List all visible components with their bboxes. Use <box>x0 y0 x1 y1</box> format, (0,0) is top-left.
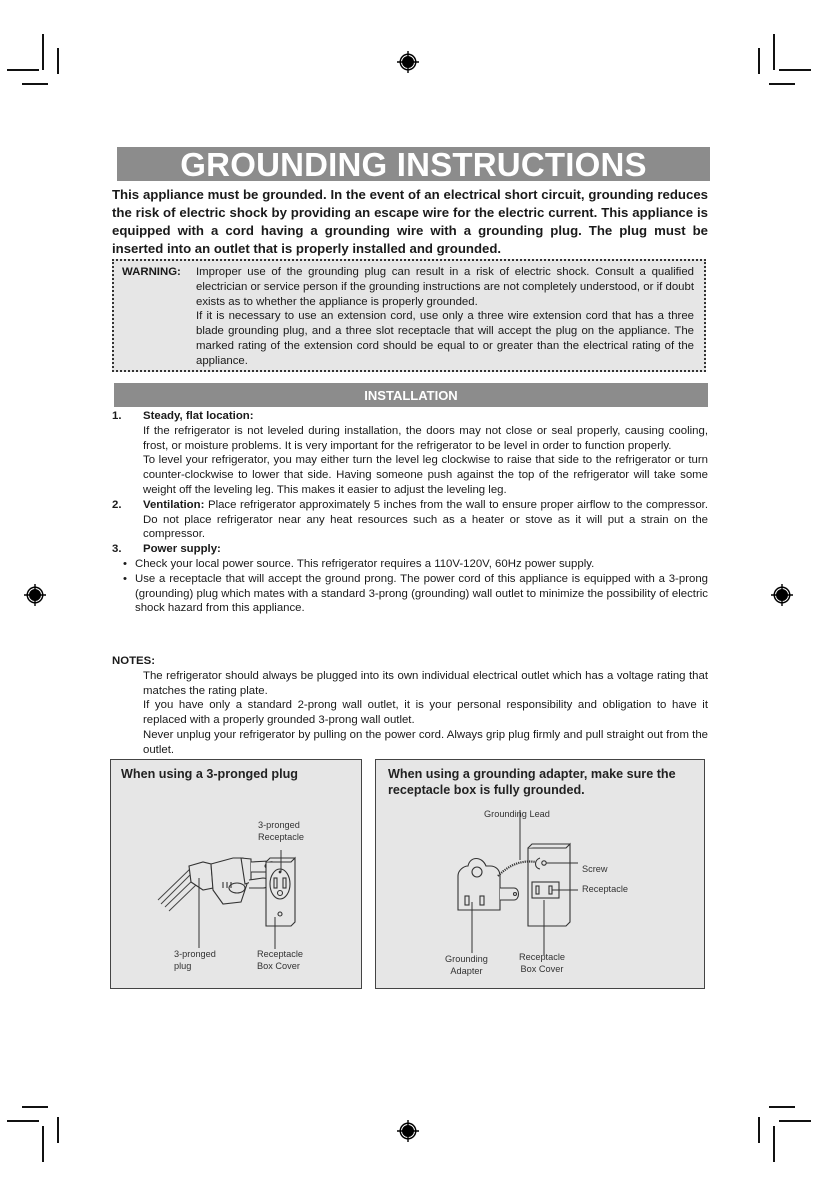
note-paragraph: The refrigerator should always be plugged into its own individual electrical outlet which has a voltage rating that matches the rating plate. <box>143 669 708 697</box>
label-receptacle: 3-pronged Receptacle <box>258 820 304 842</box>
crop-mark <box>7 69 39 71</box>
label-box-cover: Receptacle Box Cover <box>519 952 565 974</box>
registration-mark-icon <box>771 584 793 606</box>
bullet-icon: • <box>123 572 127 585</box>
intro-paragraph: This appliance must be grounded. In the event of an electrical short circuit, grounding reduces the risk of electric shock by providing an escape wire for the electric current. This appliance is equipped with a cord having a grounding wire with a grounding plug. The plug must be inserted into an outlet that is properly installed and grounded. <box>112 187 708 256</box>
crop-mark <box>42 34 44 70</box>
page-title: GROUNDING INSTRUCTIONS <box>117 147 710 181</box>
note-paragraph: If you have only a standard 2-prong wall outlet, it is your personal responsibility and obligation to have it replaced with a properly grounded 3-prong wall outlet. <box>143 699 708 727</box>
step-paragraph: If the refrigerator is not leveled during installation, the doors may not close or seal properly, causing cooling, frost, or moisture problems. It is very important for the refrigerator to be level in order to function properly. <box>143 424 708 452</box>
registration-mark-icon <box>397 51 419 73</box>
warning-box <box>112 259 706 372</box>
warning-paragraph: Improper use of the grounding plug can result in a risk of electric shock. Consult a qualified electrician or service person if the grounding instructions are not completely understood, or if doubt exists as to whether the appliance is properly grounded. <box>196 266 694 308</box>
bullet-item: • Use a receptacle that will accept the ground prong. The power cord of this appliance is equipped with a 3-prong (grounding) plug which mates with a standard 3-prong (grounding) wall outlet to minimize the possibility of electric shock hazard from this appliance. <box>123 572 708 615</box>
installation-heading: INSTALLATION <box>114 383 708 407</box>
warning-label: WARNING: <box>122 266 181 278</box>
label-box-cover: Receptacle Box Cover <box>257 949 303 971</box>
warning-paragraph: If it is necessary to use an extension cord, use only a three wire extension cord that has a three blade grounding plug, and a three slot receptacle that will accept the plug on the appliance. The marked rating of the extension cord should be equal to or greater than the electrical rating of the appliance. <box>196 310 694 367</box>
crop-mark <box>769 83 795 85</box>
crop-mark <box>779 1120 811 1122</box>
crop-mark <box>769 1106 795 1108</box>
label-grounding-lead: Grounding Lead <box>484 809 550 819</box>
notes-section <box>112 654 708 758</box>
installation-steps <box>112 409 708 616</box>
step-heading: Ventilation: <box>143 498 205 511</box>
step-3 <box>112 542 708 616</box>
crop-mark <box>22 83 48 85</box>
crop-mark <box>779 69 811 71</box>
warning-body <box>196 265 694 369</box>
bullet-item: • Check your local power source. This refrigerator requires a 110V-120V, 60Hz power supply. <box>123 557 595 570</box>
step-2 <box>112 498 708 542</box>
crop-mark <box>758 48 760 74</box>
crop-mark <box>7 1120 39 1122</box>
crop-mark <box>773 34 775 70</box>
figure-title: When using a grounding adapter, make sure the receptacle box is fully grounded. <box>388 767 676 797</box>
label-screw: Screw <box>582 864 608 874</box>
figure-three-pronged-plug <box>110 759 362 989</box>
crop-mark <box>22 1106 48 1108</box>
step-1 <box>112 409 708 498</box>
figure-title: When using a 3-pronged plug <box>121 767 299 781</box>
label-grounding-adapter: Grounding Adapter <box>445 954 488 976</box>
notes-heading: NOTES: <box>112 655 156 667</box>
step-text: Place refrigerator approximately 5 inches from the wall to ensure proper airflow to the compressor. Do not place refrigerator near any heat resources such as a heater or stove as it will put a strain on the compressor. <box>143 498 709 541</box>
step-number: 3. <box>112 543 122 556</box>
label-receptacle: Receptacle <box>582 884 628 894</box>
figure-grounding-adapter <box>375 759 705 989</box>
crop-mark <box>57 1117 59 1143</box>
step-number: 2. <box>112 498 122 511</box>
label-plug: 3-pronged plug <box>174 949 216 971</box>
note-paragraph: Never unplug your refrigerator by pulling on the power cord. Always grip plug firmly and pull straight out from the outlet. <box>143 728 708 756</box>
step-heading: Steady, flat location: <box>143 410 254 422</box>
crop-mark <box>758 1117 760 1143</box>
crop-mark <box>57 48 59 74</box>
step-paragraph: To level your refrigerator, you may either turn the level leg clockwise to raise that side to the refrigerator or turn counter-clockwise to lower that side. Having someone push against the top of the refrigerator will take some weight off the leveling leg. This makes it easier to adjust the leveling leg. <box>143 454 708 496</box>
crop-mark <box>42 1126 44 1162</box>
step-heading: Power supply: <box>143 543 221 556</box>
three-prong-plug-illustration-icon <box>111 760 363 990</box>
crop-mark <box>773 1126 775 1162</box>
step-number: 1. <box>112 410 122 422</box>
registration-mark-icon <box>397 1120 419 1142</box>
bullet-icon: • <box>123 557 127 570</box>
registration-mark-icon <box>24 584 46 606</box>
